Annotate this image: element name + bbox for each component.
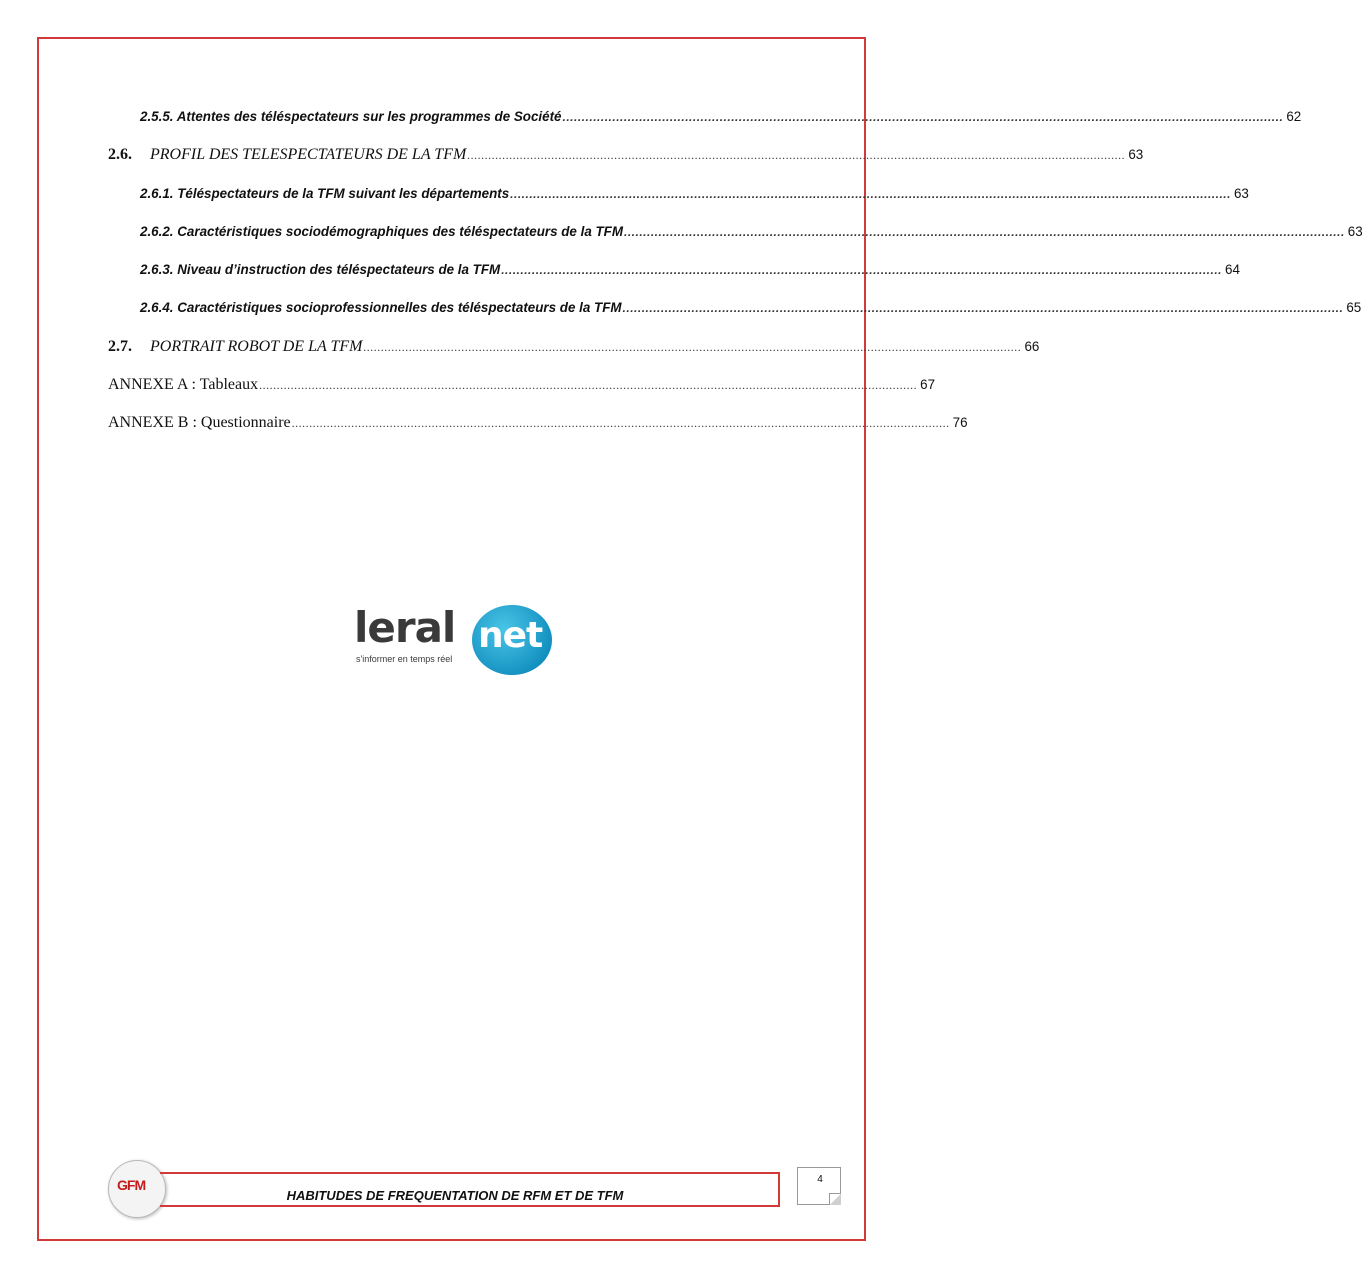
toc-entry-title: 2.6.3. Niveau d’instruction des téléspectateurs de la TFM — [140, 262, 501, 277]
leader-dots: ............................................................................................................................................................................................ — [259, 378, 918, 392]
toc-page-number: 63 — [1128, 147, 1144, 162]
toc-page-number: 67 — [920, 377, 936, 392]
leader-dots: ............................................................................................................................................................................................ — [467, 148, 1126, 162]
toc-entry-title: ANNEXE B : Questionnaire — [108, 414, 291, 431]
toc-entry-2-6-3[interactable] — [140, 262, 1240, 277]
toc-entry-2-7[interactable] — [108, 338, 1040, 356]
toc-page-number: 63 — [1347, 224, 1363, 239]
toc-entry-title: 2.6. PROFIL DES TELESPECTATEURS DE LA TFM — [108, 146, 467, 163]
logo-tagline: s'informer en temps réel — [356, 654, 453, 664]
toc-entry-title: ANNEXE A : Tableaux — [108, 376, 259, 393]
page-curl-icon — [829, 1193, 841, 1205]
toc-entry-2-6-2[interactable] — [140, 224, 1363, 239]
page-number: 4 — [817, 1174, 823, 1185]
leader-dots: ............................................................................................................................................................................................ — [363, 340, 1022, 354]
toc-entry-title: 2.6.1. Téléspectateurs de la TFM suivant les départements — [140, 186, 510, 201]
toc-entry-annexe-a[interactable] — [108, 376, 936, 394]
leader-dots: ............................................................................................................................................................................................ — [291, 416, 950, 430]
logo-net-text: net — [478, 615, 543, 656]
toc-entry-title: 2.7. PORTRAIT ROBOT DE LA TFM — [108, 338, 363, 355]
toc-entry-title: 2.5.5. Attentes des téléspectateurs sur les programmes de Société — [140, 109, 562, 124]
toc-page-number: 65 — [1346, 300, 1362, 315]
leralnet-logo — [354, 603, 550, 675]
leader-dots: ............................................................................................................................................................................................ — [562, 110, 1284, 124]
toc-page-number: 63 — [1233, 186, 1249, 201]
leader-dots: ............................................................................................................................................................................................ — [501, 263, 1222, 277]
toc-entry-title: 2.6.4. Caractéristiques socioprofessionnelles des téléspectateurs de la TFM — [140, 300, 622, 315]
toc-page-number: 76 — [952, 415, 968, 430]
footer-title: HABITUDES DE FREQUENTATION DE RFM ET DE TFM — [286, 1188, 624, 1203]
toc-entry-2-5-5[interactable] — [140, 109, 1302, 124]
toc-entry-annexe-b[interactable] — [108, 414, 968, 432]
toc-entry-2-6-4[interactable] — [140, 300, 1362, 315]
leader-dots: ............................................................................................................................................................................................ — [624, 225, 1345, 239]
page-number-box — [797, 1167, 841, 1205]
leader-dots: ............................................................................................................................................................................................ — [622, 301, 1344, 315]
gfm-logo — [108, 1160, 166, 1218]
toc-page-number: 62 — [1286, 109, 1302, 124]
leader-dots: ............................................................................................................................................................................................ — [510, 187, 1231, 201]
toc-entry-2-6-1[interactable] — [140, 186, 1249, 201]
toc-page-number: 66 — [1024, 339, 1040, 354]
toc-entry-2-6[interactable] — [108, 146, 1144, 164]
toc-page-number: 64 — [1225, 262, 1240, 277]
logo-wordmark: leral — [354, 603, 456, 652]
toc-entry-title: 2.6.2. Caractéristiques sociodémographiques des téléspectateurs de la TFM — [140, 224, 623, 239]
gfm-logo-text: GFM — [117, 1177, 146, 1193]
